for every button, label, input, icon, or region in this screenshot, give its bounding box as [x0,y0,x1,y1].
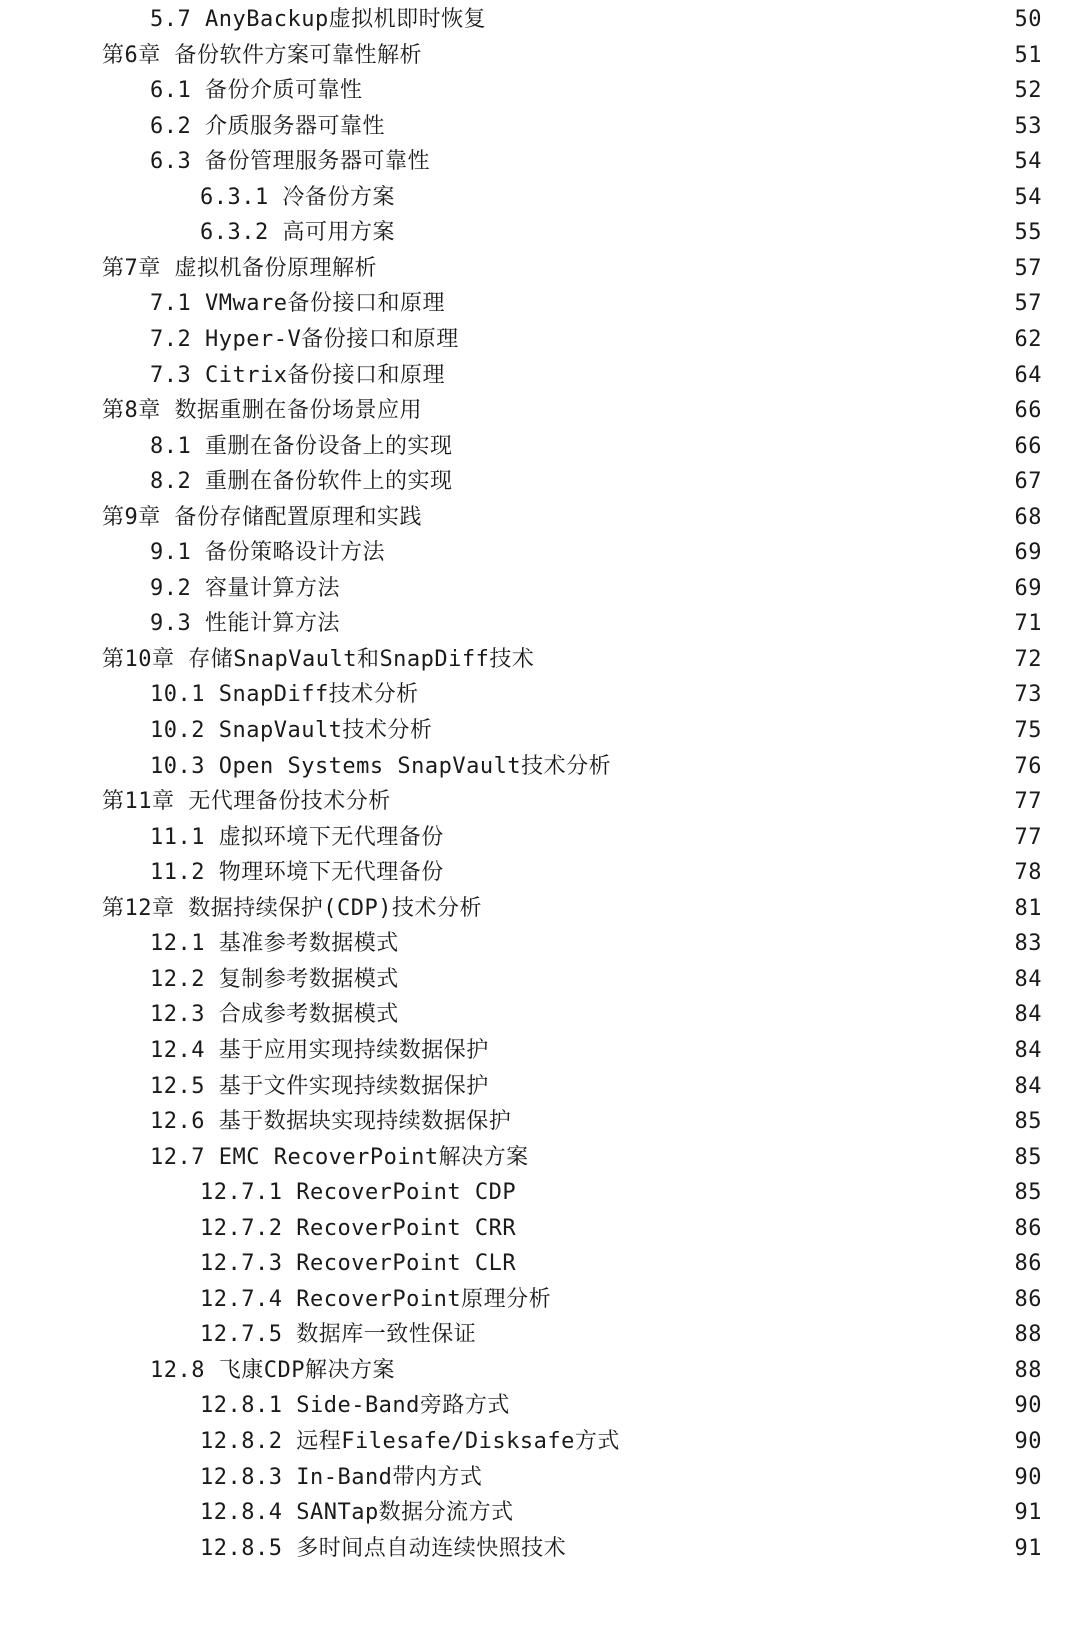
page-number: 66 [1014,433,1042,459]
dot-leader [478,1317,996,1353]
toc-section-entry[interactable] [0,2,1080,38]
toc-section-entry[interactable] [0,962,1080,998]
entry-title: 12.7.2 RecoverPoint CRR [200,1215,517,1241]
toc-section-entry[interactable] [0,820,1080,856]
page-number: 88 [1014,1357,1042,1383]
dot-leader [516,1495,996,1531]
entry-title: 7.3 Citrix备份接口和原理 [150,362,445,388]
page-number: 72 [1014,646,1042,672]
page-number: 91 [1014,1500,1042,1526]
page-number: 57 [1014,291,1042,317]
page-number: 62 [1014,326,1042,352]
page-number: 52 [1014,78,1042,104]
page-number: 85 [1014,1180,1042,1206]
entry-title: 9.1 备份策略设计方法 [150,540,385,566]
toc-section-entry[interactable] [0,1495,1080,1531]
toc-section-entry[interactable] [0,1175,1080,1211]
dot-leader [484,1460,996,1496]
dot-leader [491,1033,996,1069]
toc-section-entry[interactable] [0,1388,1080,1424]
entry-title: 12.7.1 RecoverPoint CDP [200,1180,517,1206]
toc-section-entry[interactable] [0,749,1080,785]
entry-title: 6.1 备份介质可靠性 [150,78,363,104]
toc-section-entry[interactable] [0,1246,1080,1282]
toc-chapter-entry[interactable] [0,642,1080,678]
toc-section-entry[interactable] [0,1317,1080,1353]
entry-title: 12.6 基于数据块实现持续数据保护 [150,1109,512,1135]
page-number: 54 [1014,149,1042,175]
dot-leader [454,429,996,465]
page-number: 86 [1014,1215,1042,1241]
dot-leader [393,784,996,820]
dot-leader [613,749,996,785]
page-number: 90 [1014,1393,1042,1419]
dot-leader [387,535,996,571]
toc-section-entry[interactable] [0,109,1080,145]
toc-section-entry[interactable] [0,322,1080,358]
dot-leader [434,713,996,749]
dot-leader [432,144,996,180]
dot-leader [447,358,996,394]
toc-section-entry[interactable] [0,1424,1080,1460]
entry-title: 12.5 基于文件实现持续数据保护 [150,1073,489,1099]
entry-title: 8.1 重删在备份设备上的实现 [150,433,453,459]
entry-title: 10.2 SnapVault技术分析 [150,718,433,743]
page-number: 85 [1014,1109,1042,1135]
dot-leader [424,500,996,536]
dot-leader [342,606,996,642]
toc-section-entry[interactable] [0,1353,1080,1389]
entry-title: 5.7 AnyBackup虚拟机即时恢复 [150,7,487,32]
dot-leader [536,642,996,678]
entry-title: 12.8.3 In-Band带内方式 [200,1464,483,1490]
toc-chapter-entry[interactable] [0,500,1080,536]
page-number: 53 [1014,113,1042,139]
entry-title: 第9章 备份存储配置原理和实践 [102,504,422,530]
toc-section-entry[interactable] [0,713,1080,749]
dot-leader [513,1104,996,1140]
dot-leader [553,1282,996,1318]
dot-leader [518,1175,996,1211]
entry-title: 8.2 重删在备份软件上的实现 [150,469,453,495]
entry-title: 12.1 基准参考数据模式 [150,931,399,957]
dot-leader [446,855,996,891]
entry-title: 12.7.3 RecoverPoint CLR [200,1251,517,1277]
entry-title: 12.3 合成参考数据模式 [150,1002,399,1028]
entry-title: 12.4 基于应用实现持续数据保护 [150,1037,489,1063]
dot-leader [518,1246,996,1282]
entry-title: 10.1 SnapDiff技术分析 [150,682,419,708]
page-number: 75 [1014,718,1042,743]
entry-title: 11.2 物理环境下无代理备份 [150,860,444,886]
toc-chapter-entry[interactable] [0,38,1080,74]
dot-leader [421,677,996,713]
dot-leader [461,322,996,358]
toc-section-entry[interactable] [0,1140,1080,1176]
entry-title: 第12章 数据持续保护(CDP)技术分析 [102,895,482,921]
dot-leader [379,251,996,287]
page-number: 64 [1014,362,1042,388]
toc-section-entry[interactable] [0,677,1080,713]
dot-leader [342,571,996,607]
dot-leader [401,997,996,1033]
dot-leader [397,180,996,216]
entry-title: 12.7.4 RecoverPoint原理分析 [200,1286,552,1312]
entry-title: 6.2 介质服务器可靠性 [150,113,385,139]
dot-leader [518,1211,996,1247]
toc-section-entry[interactable] [0,606,1080,642]
dot-leader [387,109,996,145]
toc-section-entry[interactable] [0,571,1080,607]
dot-leader [447,286,996,322]
page-number: 50 [1014,7,1042,32]
entry-title: 10.3 Open Systems SnapVault技术分析 [150,753,612,779]
page-number: 68 [1014,504,1042,530]
page-number: 71 [1014,611,1042,637]
dot-leader [491,1069,996,1105]
toc-section-entry[interactable] [0,1069,1080,1105]
dot-leader [622,1424,996,1460]
toc-section-entry[interactable] [0,1104,1080,1140]
toc-chapter-entry[interactable] [0,784,1080,820]
entry-title: 12.7.5 数据库一致性保证 [200,1322,477,1348]
dot-leader [397,1353,996,1389]
entry-title: 12.8.5 多时间点自动连续快照技术 [200,1535,567,1561]
toc-chapter-entry[interactable] [0,251,1080,287]
entry-title: 12.7 EMC RecoverPoint解决方案 [150,1144,529,1170]
dot-leader [488,2,996,38]
toc-section-entry[interactable] [0,144,1080,180]
entry-title: 11.1 虚拟环境下无代理备份 [150,824,444,850]
page-number: 73 [1014,682,1042,708]
entry-title: 第6章 备份软件方案可靠性解析 [102,42,422,68]
page-number: 76 [1014,753,1042,779]
page-number: 86 [1014,1251,1042,1277]
entry-title: 6.3.2 高可用方案 [200,220,395,246]
page-number: 84 [1014,1073,1042,1099]
page-number: 84 [1014,1002,1042,1028]
page-number: 83 [1014,931,1042,957]
dot-leader [364,73,996,109]
page-number: 69 [1014,575,1042,601]
page-number: 67 [1014,469,1042,495]
entry-title: 第8章 数据重删在备份场景应用 [102,398,422,424]
toc-chapter-entry[interactable] [0,393,1080,429]
entry-title: 12.8.4 SANTap数据分流方式 [200,1500,514,1526]
dot-leader [446,820,996,856]
dot-leader [484,891,996,927]
entry-title: 第7章 虚拟机备份原理解析 [102,255,377,281]
page-number: 69 [1014,540,1042,566]
entry-title: 第10章 存储SnapVault和SnapDiff技术 [102,646,535,672]
dot-leader [531,1140,996,1176]
dot-leader [512,1388,996,1424]
toc-section-entry[interactable] [0,1531,1080,1567]
page-number: 81 [1014,895,1042,921]
page-number: 57 [1014,255,1042,281]
page-number: 84 [1014,966,1042,992]
dot-leader [424,393,996,429]
toc-section-entry[interactable] [0,1033,1080,1069]
dot-leader [401,926,996,962]
entry-title: 9.2 容量计算方法 [150,575,340,601]
page-number: 90 [1014,1429,1042,1454]
toc-section-entry[interactable] [0,1282,1080,1318]
toc-section-entry[interactable] [0,535,1080,571]
page-number: 51 [1014,42,1042,68]
entry-title: 12.2 复制参考数据模式 [150,966,399,992]
page-number: 77 [1014,789,1042,815]
dot-leader [424,38,996,74]
page-number: 88 [1014,1322,1042,1348]
page-number: 77 [1014,824,1042,850]
page-number: 55 [1014,220,1042,246]
toc-section-entry[interactable] [0,73,1080,109]
toc-section-entry[interactable] [0,1211,1080,1247]
entry-title: 12.8.2 远程Filesafe/Disksafe方式 [200,1429,620,1454]
page-number: 85 [1014,1144,1042,1170]
dot-leader [568,1531,996,1567]
dot-leader [397,215,996,251]
page-number: 84 [1014,1037,1042,1063]
entry-title: 12.8.1 Side-Band旁路方式 [200,1393,510,1419]
page-number: 91 [1014,1535,1042,1561]
dot-leader [401,962,996,998]
toc-section-entry[interactable] [0,997,1080,1033]
entry-title: 12.8 飞康CDP解决方案 [150,1357,395,1383]
page-number: 90 [1014,1464,1042,1490]
page-number: 54 [1014,184,1042,210]
toc-section-entry[interactable] [0,464,1080,500]
toc-section-entry[interactable] [0,1460,1080,1496]
entry-title: 7.2 Hyper-V备份接口和原理 [150,326,459,352]
toc-chapter-entry[interactable] [0,891,1080,927]
dot-leader [454,464,996,500]
page-number: 66 [1014,398,1042,424]
entry-title: 第11章 无代理备份技术分析 [102,789,391,815]
entry-title: 6.3 备份管理服务器可靠性 [150,149,430,175]
entry-title: 9.3 性能计算方法 [150,611,340,637]
entry-title: 6.3.1 冷备份方案 [200,184,395,210]
page-number: 78 [1014,860,1042,886]
toc-section-entry[interactable] [0,215,1080,251]
toc-section-entry[interactable] [0,286,1080,322]
toc-section-entry[interactable] [0,855,1080,891]
toc-section-entry[interactable] [0,180,1080,216]
toc-section-entry[interactable] [0,926,1080,962]
entry-title: 7.1 VMware备份接口和原理 [150,291,445,317]
page-number: 86 [1014,1286,1042,1312]
toc-section-entry[interactable] [0,358,1080,394]
toc-section-entry[interactable] [0,429,1080,465]
